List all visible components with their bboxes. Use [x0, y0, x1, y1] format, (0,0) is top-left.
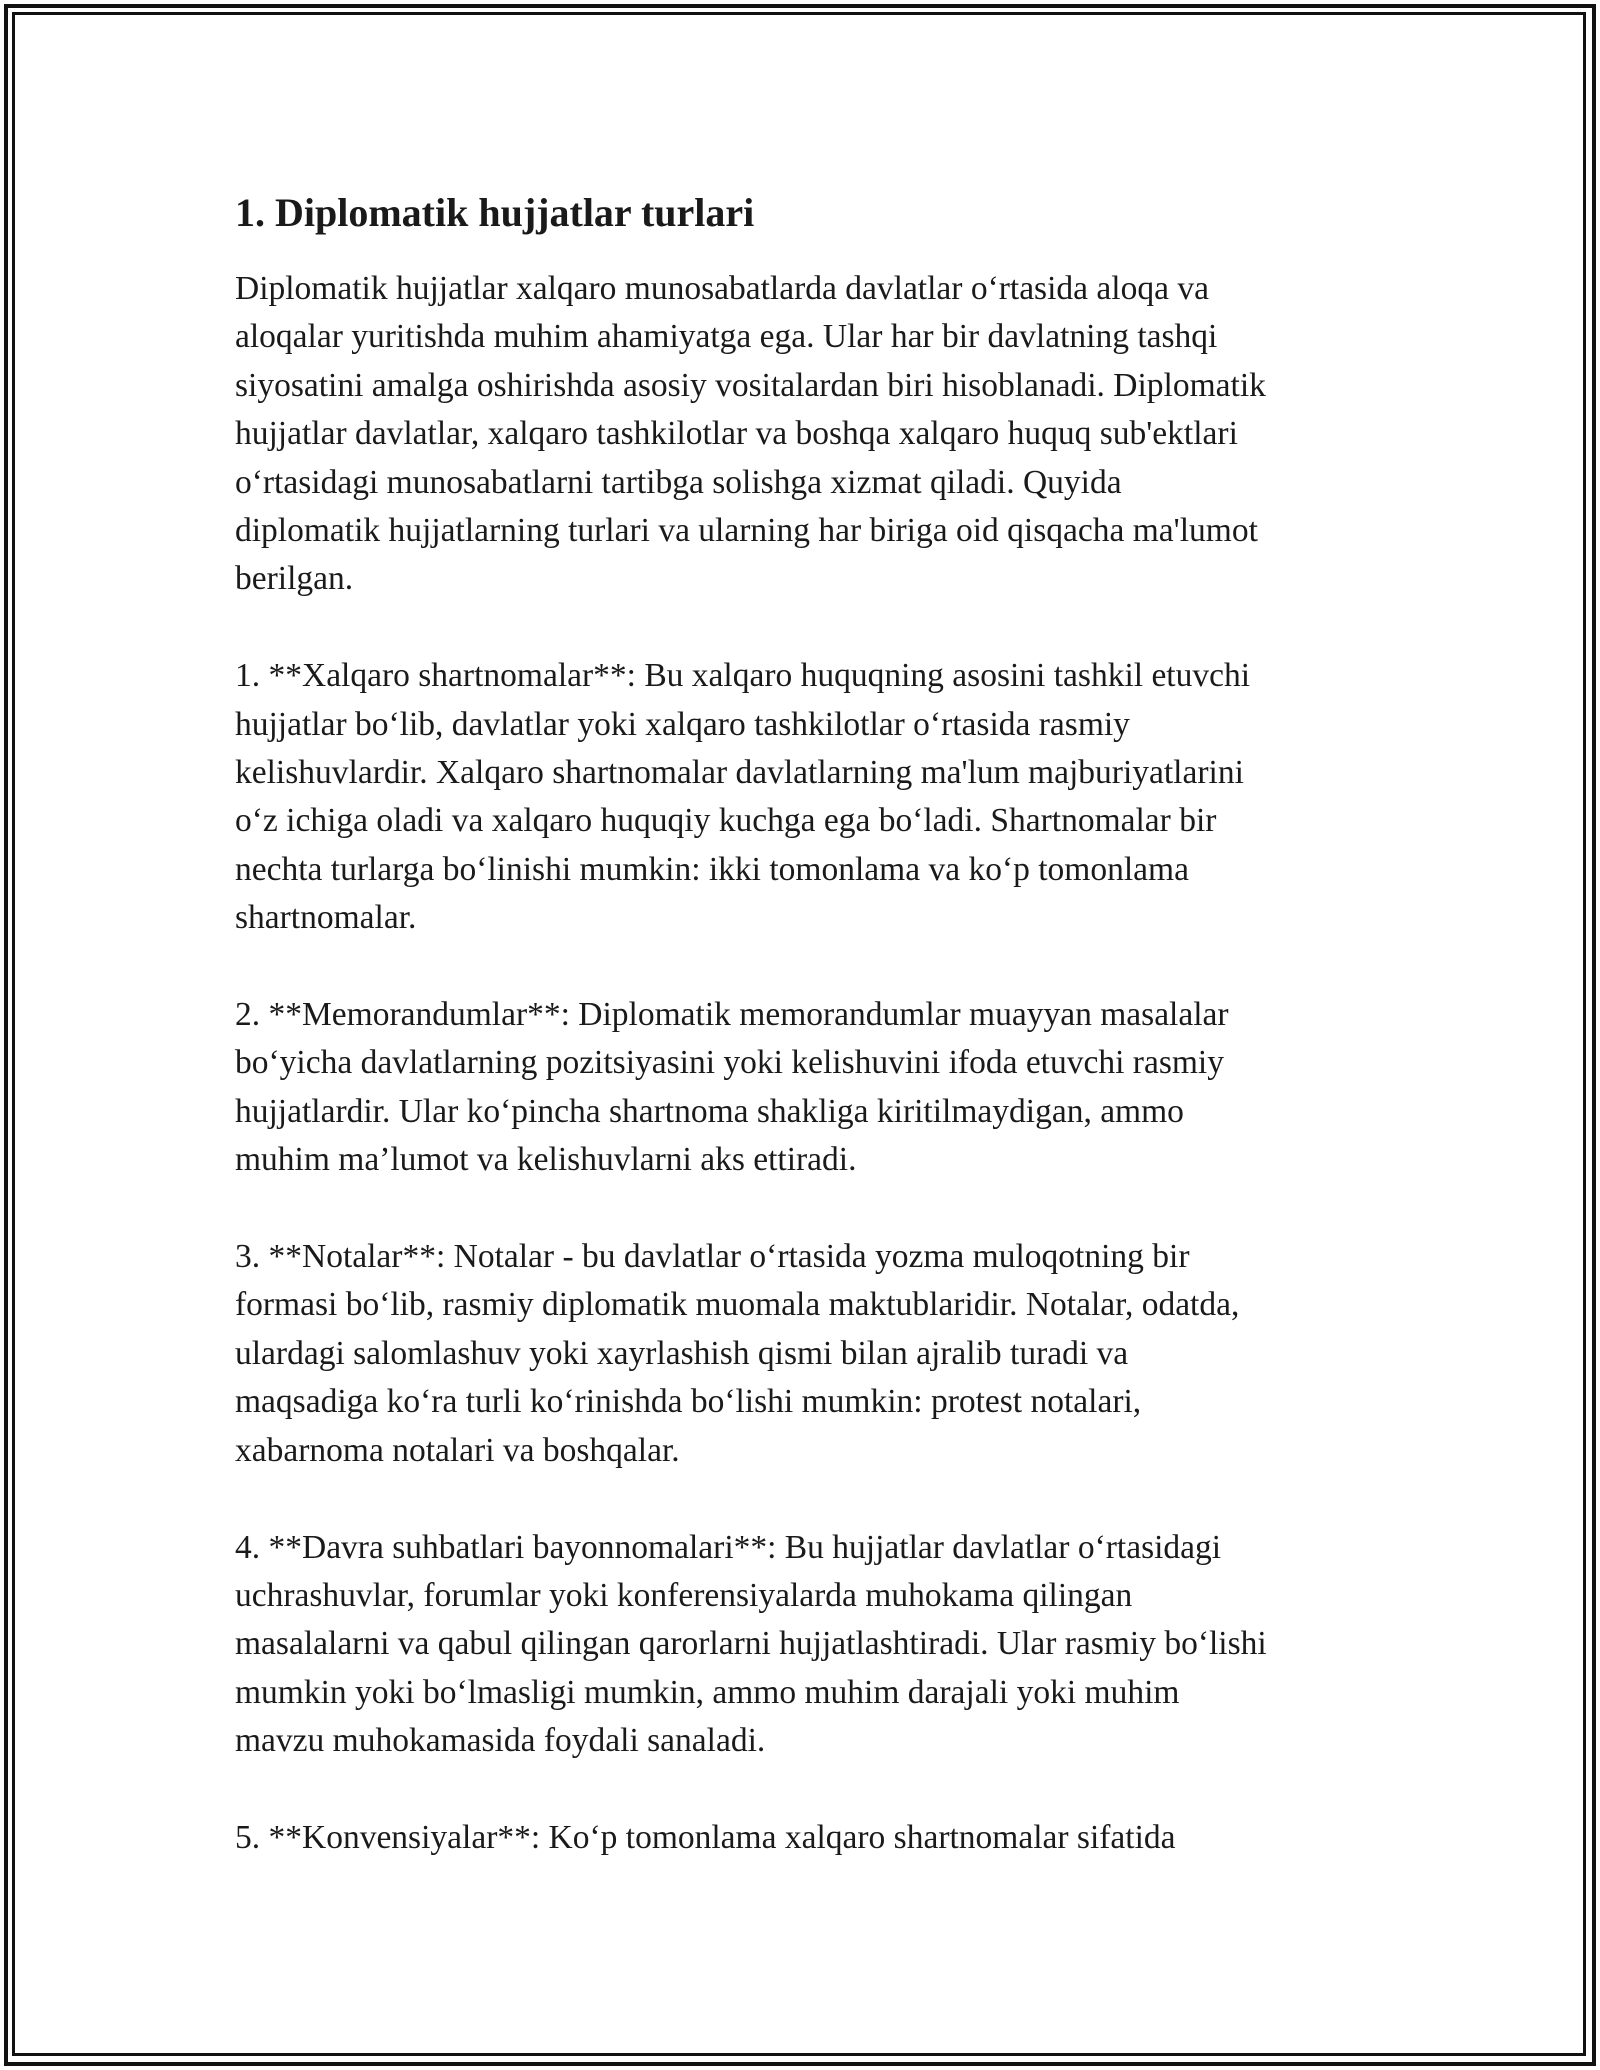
text-line: hujjatlardir. Ular ko‘pincha shartnoma shakliga kiritilmaydigan, ammo: [235, 1092, 1184, 1130]
text-line: shartnomalar.: [235, 899, 417, 937]
text-line: 2. **Memorandumlar**: Diplomatik memorandumlar muayyan masalalar: [235, 996, 1229, 1034]
text-line: nechta turlarga bo‘linishi mumkin: ikki tomonlama va ko‘p tomonlama: [235, 850, 1189, 888]
text-line: xabarnoma notalari va boshqalar.: [235, 1431, 680, 1469]
text-line: maqsadiga ko‘ra turli ko‘rinishda bo‘lishi mumkin: protest notalari,: [235, 1383, 1142, 1421]
text-line: kelishuvlardir. Xalqaro shartnomalar davlatlarning ma'lum majburiyatlarini: [235, 754, 1244, 792]
text-line: uchrashuvlar, forumlar yoki konferensiyalarda muhokama qilingan: [235, 1576, 1133, 1614]
text-line: 1. **Xalqaro shartnomalar**: Bu xalqaro huquqning asosini tashkil etuvchi: [235, 657, 1251, 695]
text-line: hujjatlar bo‘lib, davlatlar yoki xalqaro tashkilotlar o‘rtasida rasmiy: [235, 705, 1130, 743]
list-item-memorandumlar: [235, 991, 1375, 1185]
text-line: bo‘yicha davlatlarning pozitsiyasini yoki kelishuvini ifoda etuvchi rasmiy: [235, 1044, 1224, 1082]
text-line: masalalarni va qabul qilingan qarorlarni hujjatlashtiradi. Ular rasmiy bo‘lishi: [235, 1625, 1267, 1663]
text-line: 3. **Notalar**: Notalar - bu davlatlar o‘rtasida yozma muloqotning bir: [235, 1238, 1190, 1276]
text-line: Diplomatik hujjatlar xalqaro munosabatlarda davlatlar o‘rtasida aloqa va: [235, 270, 1209, 307]
document-page: [235, 185, 1375, 1911]
list-item-xalqaro-shartnomalar: [235, 652, 1375, 942]
text-line: o‘z ichiga oladi va xalqaro huquqiy kuchga ega bo‘ladi. Shartnomalar bir: [235, 802, 1217, 840]
document-title: 1. Diplomatik hujjatlar turlari: [235, 190, 755, 235]
text-line: 5. **Konvensiyalar**: Ko‘p tomonlama xalqaro shartnomalar sifatida: [235, 1818, 1176, 1856]
text-line: mumkin yoki bo‘lmasligi mumkin, ammo muhim darajali yoki muhim: [235, 1673, 1180, 1711]
text-line: 4. **Davra suhbatlari bayonnomalari**: Bu hujjatlar davlatlar o‘rtasidagi: [235, 1528, 1222, 1566]
intro-paragraph: [235, 265, 1375, 604]
text-line: ulardagi salomlashuv yoki xayrlashish qismi bilan ajralib turadi va: [235, 1334, 1129, 1372]
text-line: mavzu muhokamasida foydali sanaladi.: [235, 1722, 766, 1760]
text-line: diplomatik hujjatlarning turlari va ularning har biriga oid qisqacha ma'lumot: [235, 512, 1258, 550]
list-item-konvensiyalar: [235, 1814, 1375, 1862]
text-line: o‘rtasidagi munosabatlarni tartibga solishga xizmat qiladi. Quyida: [235, 463, 1122, 501]
text-line: hujjatlar davlatlar, xalqaro tashkilotlar va boshqa xalqaro huquq sub'ektlari: [235, 415, 1238, 453]
text-line: muhim ma’lumot va kelishuvlarni aks ettiradi.: [235, 1141, 857, 1179]
list-item-notalar: [235, 1233, 1375, 1475]
list-item-davra-suhbatlari: [235, 1524, 1375, 1766]
text-line: berilgan.: [235, 560, 354, 598]
text-line: siyosatini amalga oshirishda asosiy vositalardan biri hisoblanadi. Diplomatik: [235, 366, 1266, 404]
text-line: aloqalar yuritishda muhim ahamiyatga ega. Ular har bir davlatning tashqi: [235, 318, 1218, 356]
text-line: formasi bo‘lib, rasmiy diplomatik muomala maktublaridir. Notalar, odatda,: [235, 1286, 1240, 1324]
